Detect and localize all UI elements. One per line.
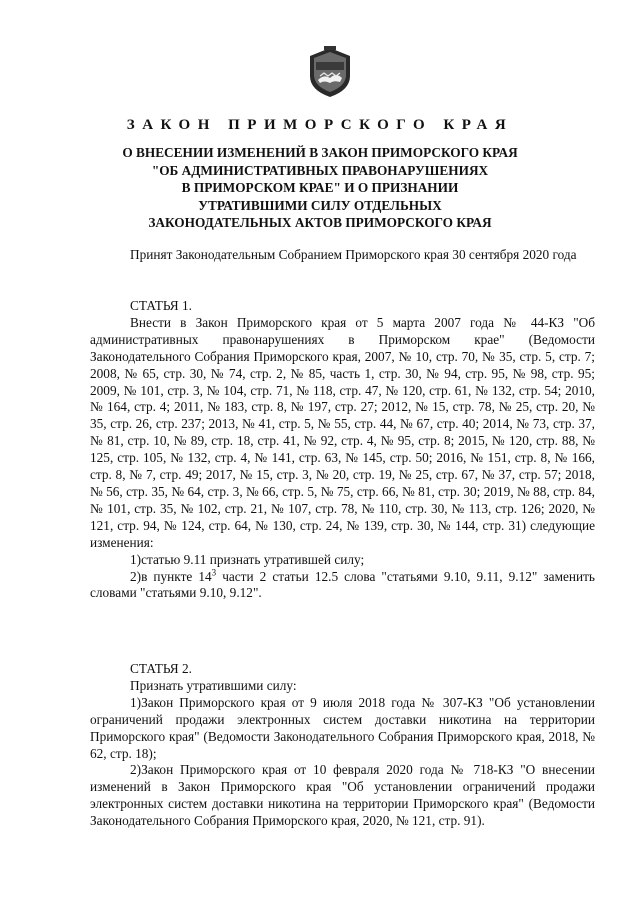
article-1-item-2	[90, 569, 595, 603]
article-2-item-1: 1)Закон Приморского края от 9 июля 2018 года № 307-КЗ "Об установлении ограничений продажи электронных систем доставки никотина на территории Приморского края" (Ведомости Законодательного Собрания Приморского края, 2018, № 62, стр. 18);	[90, 694, 595, 761]
article-2-heading: СТАТЬЯ 2.	[130, 661, 192, 676]
subtitle-line: "ОБ АДМИНИСТРАТИВНЫХ ПРАВОНАРУШЕНИЯХ	[151, 162, 489, 178]
subtitle-line: О ВНЕСЕНИИ ИЗМЕНЕНИЙ В ЗАКОН ПРИМОРСКОГО КРАЯ	[122, 145, 518, 160]
article-1-heading: СТАТЬЯ 1.	[130, 298, 192, 313]
article-1	[90, 298, 595, 602]
article-1-item-1: 1)статью 9.11 признать утратившей силу;	[130, 551, 365, 567]
coat-of-arms-icon	[306, 46, 354, 98]
article-2-intro: Признать утратившими силу:	[130, 677, 297, 693]
article-1-intro: Внести в Закон Приморского края от 5 марта 2007 года № 44-КЗ "Об административных правонарушениях в Приморском крае" (Ведомости Законодательного Собрания Приморского края, 2007, № 10, стр. 70, № 35, стр. 5, стр. 7; 2008, № 65, стр. 30, № 74, стр. 2, № 85, часть 1, стр. 30, № 94, стр. 95, № 98, стр. 95; 2009, № 101, стр. 3, № 104, стр. 71, № 118, стр. 47, № 120, стр. 61, № 132, стр. 54; 2010, № 164, стр. 4; 2011, № 183, стр. 8, № 197, стр. 27; 2012, № 15, стр. 78, № 25, стр. 20, № 35, стр. 26, стр. 237; 2013, № 41, стр. 5, № 55, стр. 44, № 67, стр. 40; 2014, № 73, стр. 37, № 81, стр. 10, № 89, стр. 18, стр. 41, № 92, стр. 4, № 95, стр. 8; 2015, № 120, стр. 88, № 125, стр. 105, № 132, стр. 4, № 141, стр. 63, № 145, стр. 50; 2016, № 151, стр. 8, № 166, стр. 8, № 7, стр. 49; 2017, № 15, стр. 3, № 20, стр. 19, № 25, стр. 67, № 37, стр. 57; 2018, № 56, стр. 35, № 64, стр. 3, № 66, стр. 5, № 75, стр. 66, № 81, стр. 30; 2019, № 88, стр. 84, № 101, стр. 35, № 102, стр. 21, № 107, стр. 78, № 110, стр. 30, № 113, стр. 126; 2020, № 121, стр. 94, № 124, стр. 64, № 130, стр. 24, № 139, стр. 30, № 144, стр. 31) следующие изменения:	[90, 314, 595, 550]
subtitle-line: ЗАКОНОДАТЕЛЬНЫХ АКТОВ ПРИМОРСКОГО КРАЯ	[148, 215, 492, 231]
subtitle-line: В ПРИМОРСКОМ КРАЕ" И О ПРИЗНАНИИ	[181, 180, 459, 196]
article-2	[90, 661, 595, 830]
article-2-item-2: 2)Закон Приморского края от 10 февраля 2020 года № 718-КЗ "О внесении изменений в Закон Приморского края "Об установлении ограничений продажи электронных систем доставки никотина на территории Приморского края" (Ведомости Законодательного Собрания Приморского края, 2020, № 121, стр. 91).	[90, 762, 595, 829]
adoption-note-block	[90, 247, 595, 264]
item-2-superscript: 3	[211, 567, 217, 578]
item-2-text-start: 2)в пункте 14	[130, 568, 212, 584]
item-2-text-end: части 2 статьи 12.5 слова "статьями 9.10, 9.11, 9.12" заменить словами "статьями 9.10, 9.12".	[90, 568, 595, 601]
adoption-note: Принят Законодательным Собранием Приморского края 30 сентября 2020 года	[130, 247, 577, 262]
subtitle-line: УТРАТИВШИМИ СИЛУ ОТДЕЛЬНЫХ	[198, 197, 442, 213]
law-subtitle	[90, 144, 550, 232]
law-title: ЗАКОН ПРИМОРСКОГО КРАЯ	[126, 117, 514, 133]
